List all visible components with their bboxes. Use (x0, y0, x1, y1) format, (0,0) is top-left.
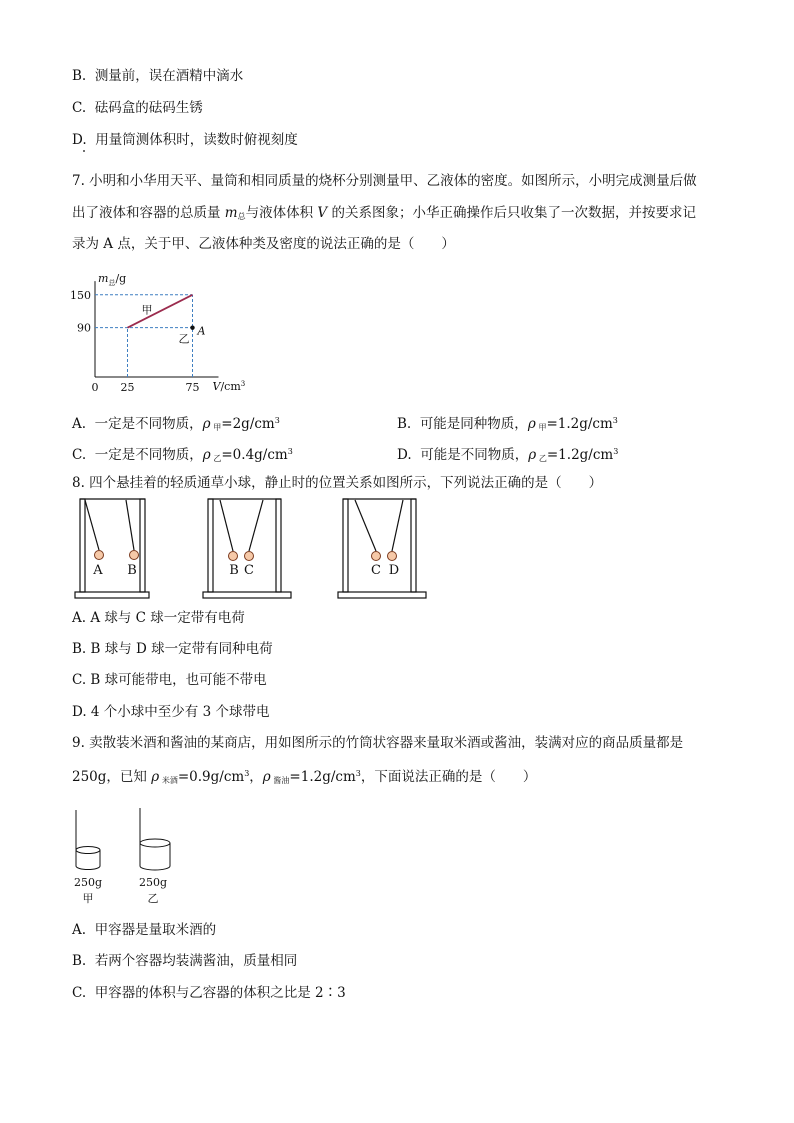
q7-stem-line2: 出了液体和容器的总质量 $m_总$与液体体积 V 的关系图象；小华正确操作后只收集了一次数据，并按要求记 (72, 205, 696, 221)
stand-2-left-post (208, 499, 213, 592)
label-yi: 乙 (178, 332, 190, 346)
q7-stem-line3: 录为 A 点，关于甲、乙液体种类及密度的说法正确的是（ ） (72, 236, 455, 252)
ball-c (245, 552, 254, 561)
origin-label: 0 (91, 381, 99, 394)
x-tick-label: 25 (120, 381, 135, 394)
stand-1-base (75, 592, 149, 598)
x-tick-label: 75 (185, 381, 200, 394)
label-yi: 乙 (147, 892, 159, 905)
stand-2-right-post (276, 499, 281, 592)
q6-option-d: D. 用量筒测体积时，读数时俯视刻度 (72, 132, 298, 148)
label-b2: B (229, 563, 239, 578)
q9-stem-line2: 250g，已知 ρ $_{米酒}=0.9g/cm^3$，ρ $_{酱油}=1.2g/cm^3$，下面说法正确的是（ ） (72, 769, 537, 785)
q6-option-c: C. 砝码盒的砝码生锈 (72, 100, 203, 116)
y-tick-label: 90 (77, 321, 91, 335)
ball-b (130, 551, 139, 560)
stray-dot (83, 150, 85, 152)
thread-c2 (355, 500, 376, 551)
label-jia: 甲 (141, 303, 153, 317)
stand-3-right-post (411, 499, 416, 592)
q8-pith-balls-figure (70, 495, 450, 605)
label-c2: C (371, 563, 381, 578)
q9-option-b: B. 若两个容器均装满酱油，质量相同 (72, 953, 298, 969)
label-point-a: A (197, 324, 206, 338)
q8-stem: 8. 四个悬挂着的轻质通草小球，静止时的位置关系如图所示，下列说法正确的是（ ） (72, 475, 603, 491)
stand-3-base (338, 592, 426, 598)
container-jia-rim (76, 847, 100, 854)
thread-c (249, 500, 263, 551)
q8-option-b: B. B 球与 D 球一定带有同种电荷 (72, 641, 273, 657)
y-tick-label: 150 (70, 288, 91, 302)
ball-d (388, 552, 397, 561)
thread-a (85, 500, 99, 550)
stand-1-right-post (140, 499, 145, 592)
container-yi-rim (140, 839, 170, 847)
label-jia: 甲 (82, 892, 94, 905)
label-b: B (127, 563, 137, 578)
ball-c2 (372, 552, 381, 561)
thread-b2 (220, 500, 233, 551)
stand-1-left-post (80, 499, 85, 592)
q8-option-a: A. A 球与 C 球一定带有电荷 (72, 610, 245, 626)
q6-option-b: B. 测量前，误在酒精中滴水 (72, 68, 244, 84)
y-axis-label: $m_总/g$ (98, 272, 127, 287)
q8-option-c: C. B 球可能带电，也可能不带电 (72, 672, 267, 688)
q7-option-c: C. 一定是不同物质，ρ $_乙=0.4g/cm^3$ (72, 447, 293, 463)
q7-option-b: B. 可能是同种物质，ρ $_甲=1.2g/cm^3$ (397, 416, 618, 432)
mass-jia: 250g (73, 876, 103, 889)
label-d: D (388, 563, 400, 578)
label-a: A (93, 563, 103, 578)
thread-d (392, 500, 403, 551)
q7-option-d: D. 可能是不同物质，ρ $_乙=1.2g/cm^3$ (397, 447, 619, 463)
label-c: C (244, 563, 254, 578)
mass-yi: 250g (138, 876, 168, 889)
q7-option-a: A. 一定是不同物质，ρ $_甲=2g/cm^3$ (72, 416, 280, 432)
ball-a (95, 551, 104, 560)
q9-containers-figure (70, 808, 200, 908)
point-a (190, 325, 194, 329)
q7-stem-line1: 7. 小明和小华用天平、量筒和相同质量的烧杯分别测量甲、乙液体的密度。如图所示，小明完成测量后做 (72, 173, 697, 189)
q7-mass-volume-chart (70, 265, 270, 395)
q9-stem-line1: 9. 卖散装米酒和酱油的某商店，用如图所示的竹筒状容器来量取米酒或酱油，装满对应的商品质量都是 (72, 735, 684, 751)
stand-2-base (203, 592, 291, 598)
ball-b2 (229, 552, 238, 561)
q8-option-d: D. 4 个小球中至少有 3 个球带电 (72, 704, 270, 720)
thread-b (126, 500, 134, 550)
q9-option-a: A. 甲容器是量取米酒的 (72, 922, 217, 938)
q9-option-c: C. 甲容器的体积与乙容器的体积之比是 2∶3 (72, 985, 346, 1001)
stand-3-left-post (343, 499, 348, 592)
series-jia-line (128, 295, 193, 328)
x-axis-label: $V/cm^3$ (212, 380, 246, 393)
